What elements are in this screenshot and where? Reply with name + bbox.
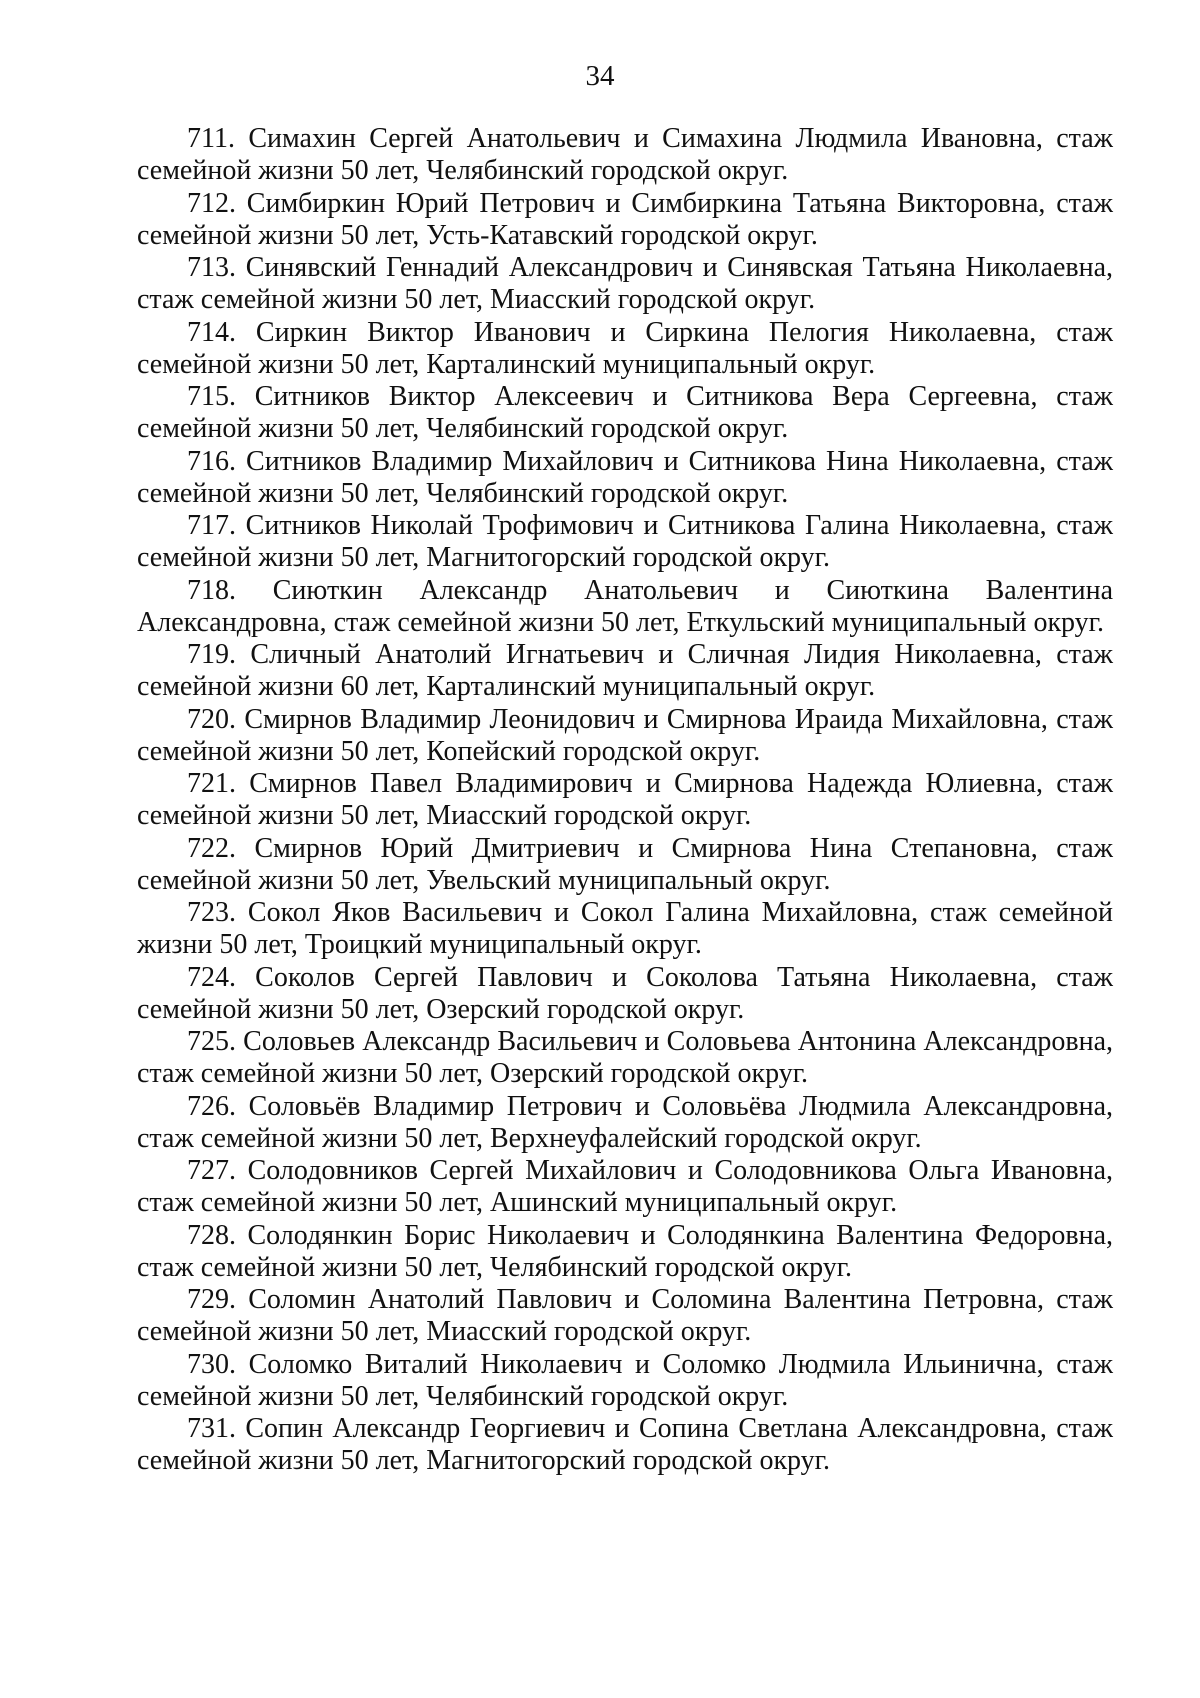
list-item [137,1413,1113,1477]
entry-text: Смирнов Юрий Дмитриевич и Смирнова Нина Степановна, стаж семейной жизни 50 лет, Увельский муниципальный округ. [137,832,1114,896]
list-item [137,381,1113,445]
entry-list [137,123,1113,1478]
list-item [137,768,1113,832]
entry-number: 716. [187,445,236,477]
entry-number: 725. [187,1026,236,1057]
entry-text: Солодянкин Борис Николаевич и Солодянкина Валентина Федоровна, стаж семейной жизни 50 лет, Челябинский городской округ. [137,1219,1113,1283]
entry-text: Соловьев Александр Васильевич и Соловьева Антонина Александровна, стаж семейной жизни 50 лет, Озерский городской округ. [137,1026,1113,1089]
list-item [137,446,1113,510]
entry-number: 720. [187,703,236,735]
list-item [137,1349,1113,1413]
list-item [137,962,1113,1026]
entry-text: Соколов Сергей Павлович и Соколова Татьяна Николаевна, стаж семейной жизни 50 лет, Озерский городской округ. [137,961,1113,1025]
entry-number: 714. [187,316,236,348]
entry-number: 715. [187,381,236,412]
list-item [137,833,1113,897]
list-item [137,252,1113,316]
entry-text: Сиркин Виктор Иванович и Сиркина Пелогия Николаевна, стаж семейной жизни 50 лет, Карталинский муниципальный округ. [137,316,1113,380]
entry-text: Солодовников Сергей Михайлович и Солодовникова Ольга Ивановна, стаж семейной жизни 50 лет, Ашинский муниципальный округ. [137,1155,1114,1218]
list-item [137,1026,1113,1090]
list-item [137,897,1113,961]
entry-text: Ситников Николай Трофимович и Ситникова Галина Николаевна, стаж семейной жизни 50 лет, Магнитогорский городской округ. [137,510,1113,573]
entry-text: Соловьёв Владимир Петрович и Соловьёва Людмила Александровна, стаж семейной жизни 50 лет, Верхнеуфалейский городской округ. [137,1090,1114,1154]
entry-number: 722. [187,832,236,864]
entry-number: 724. [187,961,236,993]
list-item [137,575,1113,639]
entry-text: Синявский Геннадий Александрович и Синявская Татьяна Николаевна, стаж семейной жизни 50 лет, Миасский городской округ. [137,252,1114,315]
entry-text: Соломин Анатолий Павлович и Соломина Валентина Петровна, стаж семейной жизни 50 лет, Миасский городской округ. [137,1284,1113,1347]
entry-number: 723. [187,897,236,928]
list-item [137,317,1113,381]
entry-number: 726. [187,1090,236,1122]
entry-number: 717. [187,510,236,541]
entry-number: 711. [187,123,235,154]
entry-number: 727. [187,1155,236,1186]
entry-text: Ситников Владимир Михайлович и Ситникова Нина Николаевна, стаж семейной жизни 50 лет, Челябинский городской округ. [137,445,1113,509]
entry-text: Соломко Виталий Николаевич и Соломко Людмила Ильинична, стаж семейной жизни 50 лет, Челябинский городской округ. [137,1348,1113,1412]
list-item [137,1284,1113,1348]
entry-number: 718. [187,574,236,606]
entry-text: Сопин Александр Георгиевич и Сопина Светлана Александровна, стаж семейной жизни 50 лет, Магнитогорский городской округ. [137,1413,1114,1476]
list-item [137,1220,1113,1284]
entry-text: Симбиркин Юрий Петрович и Симбиркина Татьяна Викторовна, стаж семейной жизни 50 лет, Усть-Катавский городской округ. [137,187,1113,251]
list-item [137,704,1113,768]
entry-text: Сиюткин Александр Анатольевич и Сиюткина Валентина Александровна, стаж семейной жизни 50 лет, Еткульский муниципальный округ. [137,574,1113,638]
list-item [137,1155,1113,1219]
list-item [137,188,1113,252]
entry-text: Сокол Яков Васильевич и Сокол Галина Михайловна, стаж семейной жизни 50 лет, Троицкий муниципальный округ. [137,897,1114,960]
list-item [137,639,1113,703]
entry-text: Сличный Анатолий Игнатьевич и Сличная Лидия Николаевна, стаж семейной жизни 60 лет, Карталинский муниципальный округ. [137,639,1113,702]
entry-number: 712. [187,187,236,219]
entry-number: 719. [187,639,236,670]
entry-number: 729. [187,1284,236,1315]
page-number: 34 [585,60,615,92]
list-item [137,1091,1113,1155]
entry-text: Ситников Виктор Алексеевич и Ситникова Вера Сергеевна, стаж семейной жизни 50 лет, Челябинский городской округ. [137,381,1113,444]
entry-number: 721. [187,768,236,799]
list-item [137,123,1113,187]
entry-number: 730. [187,1348,236,1380]
entry-number: 728. [187,1219,236,1251]
entry-number: 713. [187,252,236,283]
entry-text: Смирнов Владимир Леонидович и Смирнова Ираида Михайловна, стаж семейной жизни 50 лет, Копейский городской округ. [137,703,1113,767]
entry-text: Симахин Сергей Анатольевич и Симахина Людмила Ивановна, стаж семейной жизни 50 лет, Челябинский городской округ. [137,123,1113,186]
entry-text: Смирнов Павел Владимирович и Смирнова Надежда Юлиевна, стаж семейной жизни 50 лет, Миасский городской округ. [137,768,1113,831]
list-item [137,510,1113,574]
entry-number: 731. [187,1413,236,1444]
